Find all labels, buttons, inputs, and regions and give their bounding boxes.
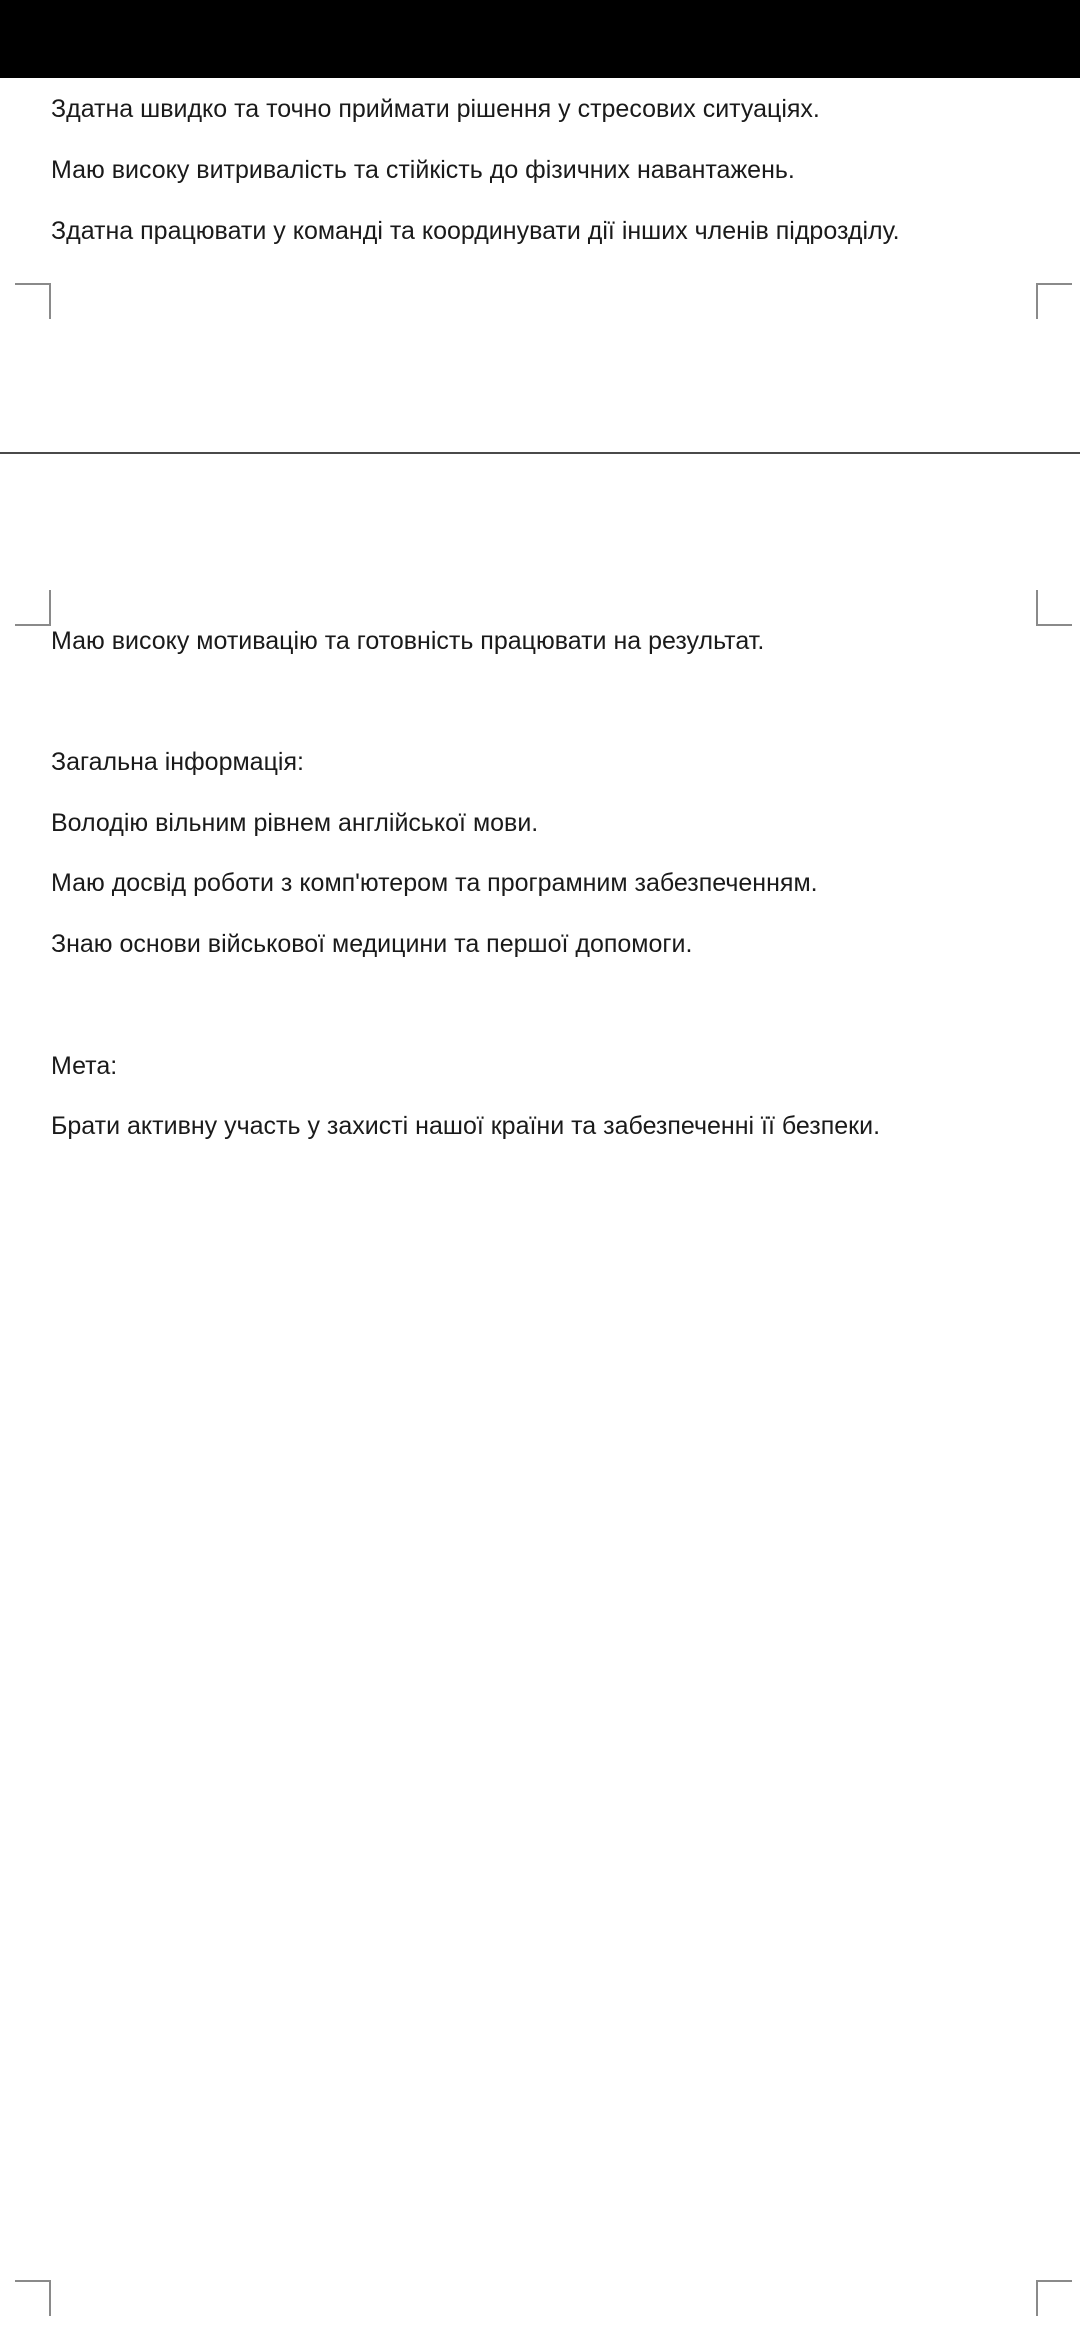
crop-mark-bottom-right [1036,283,1072,319]
status-bar [0,0,1080,78]
paragraph-computer-skills: Маю досвід роботи з комп'ютером та програмним забезпеченням. [51,869,818,897]
paragraph-goal: Брати активну участь у захисті нашої країни та забезпеченні її безпеки. [51,1112,881,1140]
crop-mark-bottom-left-2 [15,2280,51,2316]
paragraph-endurance: Маю високу витривалість та стійкість до фізичних навантажень. [51,156,795,184]
document-page-1 [0,78,1080,452]
paragraph-english: Володію вільним рівнем англійської мови. [51,809,539,837]
heading-goal: Мета: [51,1052,118,1080]
document-page-2 [0,454,1080,2340]
paragraph-decision-making: Здатна швидко та точно приймати рішення у стресових ситуаціях. [51,95,820,123]
crop-mark-bottom-right-2 [1036,2280,1072,2316]
paragraph-first-aid: Знаю основи військової медицини та першої допомоги. [51,930,693,958]
crop-mark-top-right [1036,590,1072,626]
heading-general-info: Загальна інформація: [51,748,304,776]
crop-mark-top-left [15,590,51,626]
paragraph-teamwork: Здатна працювати у команді та координувати дії інших членів підрозділу. [51,217,900,245]
crop-mark-bottom-left [15,283,51,319]
paragraph-motivation: Маю високу мотивацію та готовність працювати на результат. [51,627,765,655]
